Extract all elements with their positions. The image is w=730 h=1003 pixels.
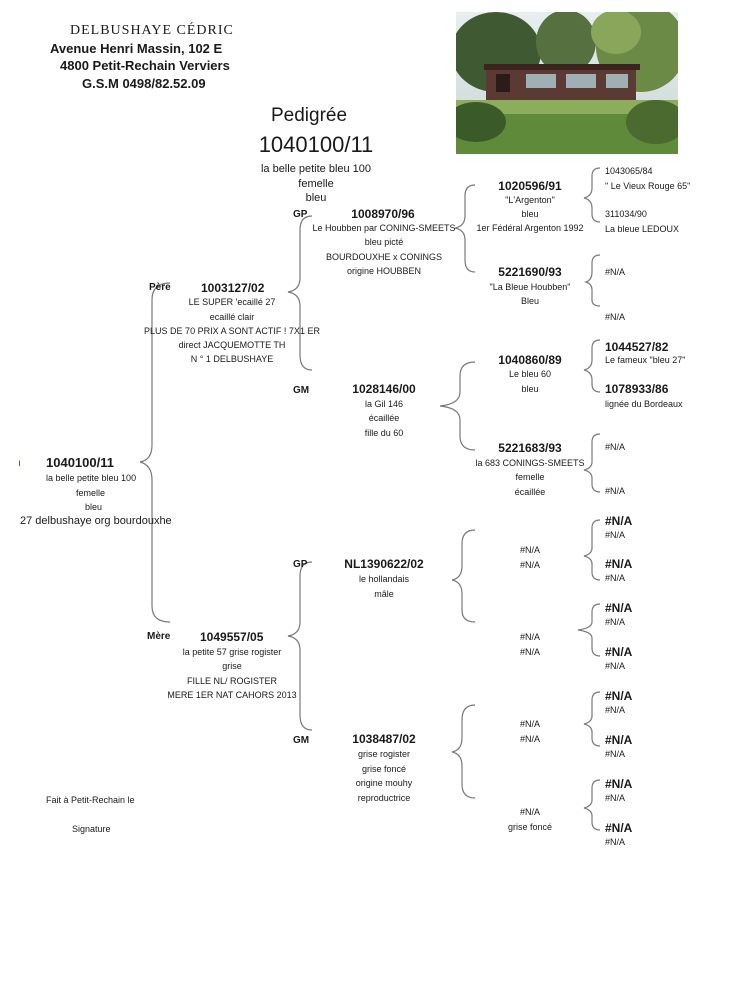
g3a-line-2: bleu xyxy=(521,209,539,219)
bracket-g3h xyxy=(584,780,600,830)
subject-line-2: femelle xyxy=(76,488,106,498)
subject-line-3: bleu xyxy=(85,502,103,512)
bracket-g3f xyxy=(578,604,600,656)
g4-na-small: #N/A xyxy=(605,573,626,583)
mgm-ring: 1038487/02 xyxy=(352,732,416,746)
g3d-line-2: femelle xyxy=(515,472,545,482)
subject-note: 27 delbushaye org bourdouxhe xyxy=(20,515,172,527)
g3a-line-3: 1er Fédéral Argenton 1992 xyxy=(476,223,584,233)
g4-na-bold: #N/A xyxy=(605,557,633,571)
subject-ring: 1040100/11 xyxy=(46,455,114,470)
g4-na-bold: #N/A xyxy=(605,645,633,659)
g4-na-small: #N/A xyxy=(605,705,626,715)
g4a2-ring: 311034/90 xyxy=(605,209,647,219)
pgm-line-3: fille du 60 xyxy=(364,428,404,438)
g4a2-name: La bleue LEDOUX xyxy=(605,224,680,234)
g3c-line-1: Le bleu 60 xyxy=(508,369,552,379)
g4-na-bold: #N/A xyxy=(605,514,633,528)
g4-na-small: #N/A xyxy=(605,617,626,627)
mgp-line-1: le hollandais xyxy=(358,574,410,584)
father-line-2: ecaillé clair xyxy=(209,312,255,322)
mother-role: Mère xyxy=(147,631,171,642)
g4b2: #N/A xyxy=(605,312,626,322)
mgp-ring: NL1390622/02 xyxy=(344,557,424,571)
pgp-line-1: Le Houbben par CONING-SMEETS xyxy=(312,223,456,233)
g4c2-ring: 1078933/86 xyxy=(605,382,669,396)
pgp-line-4: origine HOUBBEN xyxy=(346,266,422,276)
g3b-line-2: Bleu xyxy=(520,296,540,306)
title-sex: femelle xyxy=(298,178,334,190)
g4a1-name: " Le Vieux Rouge 65" xyxy=(605,181,691,191)
margin-mark: ı xyxy=(18,458,21,469)
g3g-line-2: #N/A xyxy=(519,734,541,744)
g4a1-ring: 1043065/84 xyxy=(605,166,653,176)
g4-na-small: #N/A xyxy=(605,793,626,803)
title-color: bleu xyxy=(305,192,327,204)
bracket-father xyxy=(288,216,312,370)
mgm-role: GM xyxy=(293,735,310,746)
g3b-ring: 5221690/93 xyxy=(498,265,562,279)
g4-na-bold: #N/A xyxy=(605,733,633,747)
g3e-line-2: #N/A xyxy=(519,560,541,570)
g4d2: #N/A xyxy=(605,486,626,496)
g4-na-small: #N/A xyxy=(605,749,626,759)
g4-na-small: #N/A xyxy=(605,661,626,671)
pedigree-heading: Pedigrée xyxy=(270,105,348,126)
g3d-line-1: la 683 CONINGS-SMEETS xyxy=(475,458,585,468)
g4c1-name: Le fameux "bleu 27" xyxy=(605,355,686,365)
g3a-ring: 1020596/91 xyxy=(498,179,562,193)
g4c1-ring: 1044527/82 xyxy=(605,340,669,354)
address-line-1: Avenue Henri Massin, 102 E xyxy=(50,41,223,56)
subject-line-1: la belle petite bleu 100 xyxy=(46,473,137,483)
g3d-line-3: écaillée xyxy=(514,487,546,497)
g4-na-bold: #N/A xyxy=(605,777,633,791)
father-line-1: LE SUPER 'ecaillé 27 xyxy=(188,297,276,307)
g3h-line-1: #N/A xyxy=(519,807,541,817)
father-role: Père xyxy=(149,282,171,293)
father-line-3: PLUS DE 70 PRIX A SONT ACTIF ! 7X1 ER xyxy=(144,326,320,336)
bracket-mgm xyxy=(452,705,475,798)
mother-line-4: MERE 1ER NAT CAHORS 2013 xyxy=(167,690,297,700)
address-line-2: 4800 Petit-Rechain Verviers xyxy=(60,58,230,73)
pgm-line-1: la Gil 146 xyxy=(364,399,404,409)
mother-line-2: grise xyxy=(222,661,242,671)
pgp-ring: 1008970/96 xyxy=(351,207,415,221)
g4-na-bold: #N/A xyxy=(605,821,633,835)
g4c2-name: lignée du Bordeaux xyxy=(605,399,683,409)
mgp-role: GP xyxy=(293,559,308,570)
footer-place: Fait à Petit-Rechain le xyxy=(46,795,135,805)
pgm-line-2: écaillée xyxy=(368,413,400,423)
pgp-role: GP xyxy=(293,209,308,220)
g3c-ring: 1040860/89 xyxy=(498,353,562,367)
father-line-5: N ° 1 DELBUSHAYE xyxy=(190,354,274,364)
bracket-mgp xyxy=(452,530,475,622)
phone-line: G.S.M 0498/82.52.09 xyxy=(82,76,206,91)
g3f-line-1: #N/A xyxy=(519,632,541,642)
bracket-g3e xyxy=(584,520,600,580)
pgp-line-2: bleu picté xyxy=(364,237,404,247)
g4d1: #N/A xyxy=(605,442,626,452)
g4-na-small: #N/A xyxy=(605,837,626,847)
bracket-g3c xyxy=(584,340,600,392)
g3b-line-1: "La Bleue Houbben" xyxy=(489,282,571,292)
mother-line-1: la petite 57 grise rogister xyxy=(182,647,282,657)
g4b1: #N/A xyxy=(605,267,626,277)
g3a-line-1: "L'Argenton" xyxy=(505,195,555,205)
bracket-pgm xyxy=(440,362,475,450)
g4-na-bold: #N/A xyxy=(605,689,633,703)
g3d-ring: 5221683/93 xyxy=(498,441,562,455)
g3g-line-1: #N/A xyxy=(519,719,541,729)
title-ring: 1040100/11 xyxy=(258,132,374,157)
g3f-line-2: #N/A xyxy=(519,647,541,657)
mgp-line-2: mâle xyxy=(374,589,394,599)
bracket-g3d xyxy=(584,434,600,492)
g3e-line-1: #N/A xyxy=(519,545,541,555)
mgm-line-2: grise foncé xyxy=(361,764,407,774)
g3h-line-2: grise foncé xyxy=(507,822,553,832)
father-ring: 1003127/02 xyxy=(201,281,265,295)
bracket-g3b xyxy=(586,255,600,306)
mgm-line-1: grise rogister xyxy=(357,749,411,759)
bracket-pgp xyxy=(455,185,475,272)
pgm-role: GM xyxy=(293,385,310,396)
owner-name: DELBUSHAYE CÉDRIC xyxy=(70,23,234,38)
bracket-mother xyxy=(288,559,312,730)
g3c-line-2: bleu xyxy=(521,384,539,394)
title-name: la belle petite bleu 100 xyxy=(260,163,372,175)
bracket-g3g xyxy=(584,692,600,746)
father-line-4: direct JACQUEMOTTE TH xyxy=(178,340,286,350)
pgp-line-3: BOURDOUXHE x CONINGS xyxy=(325,252,443,262)
g4-na-bold: #N/A xyxy=(605,601,633,615)
pgm-ring: 1028146/00 xyxy=(352,382,416,396)
mgm-line-4: reproductrice xyxy=(357,793,411,803)
mother-line-3: FILLE NL/ ROGISTER xyxy=(186,676,278,686)
bracket-g3a xyxy=(584,168,600,222)
mother-ring: 1049557/05 xyxy=(200,630,264,644)
g4-na-small: #N/A xyxy=(605,530,626,540)
mgm-line-3: origine mouhy xyxy=(355,778,413,788)
footer-signature: Signature xyxy=(72,824,111,834)
